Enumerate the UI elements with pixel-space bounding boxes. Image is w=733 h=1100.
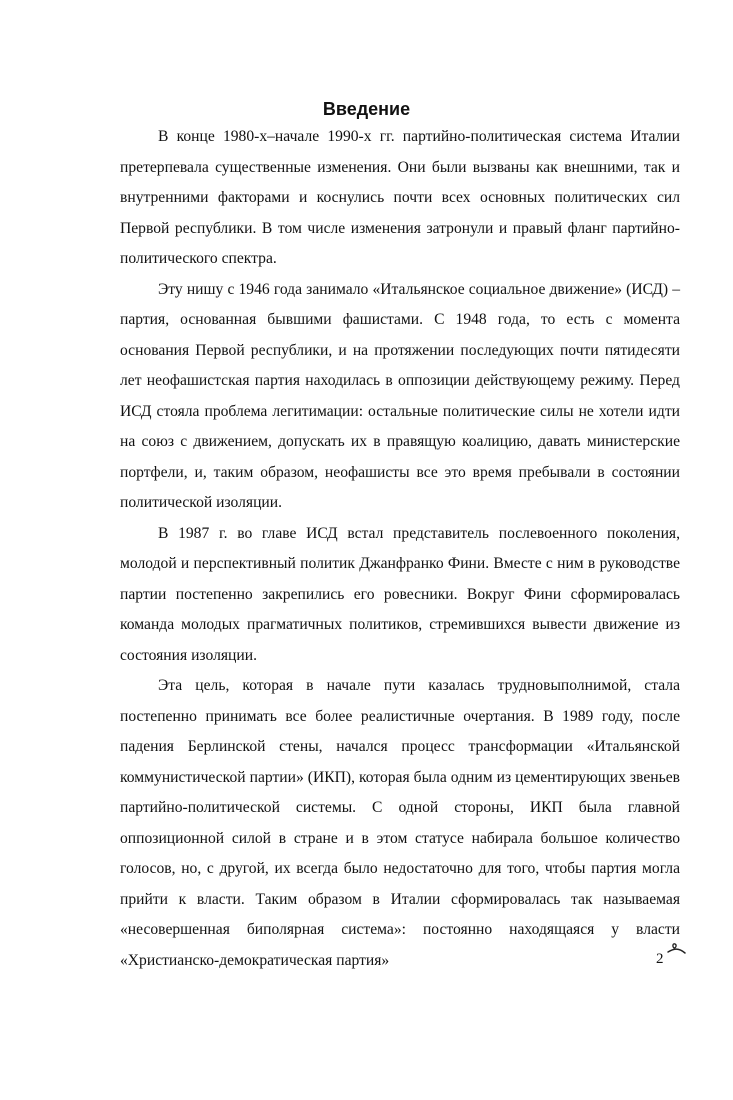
paragraph-2: Эту нишу с 1946 года занимало «Итальянское социальное движение» (ИСД) – партия, основанная бывшими фашистами. С 1948 года, то есть с момента основания Первой республики, и на протяжении последующих почти пятидесяти лет неофашистская партия находилась в оппозиции действующему режиму. Перед ИСД стояла проблема легитимации: остальные политические силы не хотели идти на союз с движением, допускать их в правящую коалицию, давать министерские портфели, и, таким образом, неофашисты все это время пребывали в состоянии политической изоляции. (120, 280, 680, 511)
paragraph-3: В 1987 г. во главе ИСД встал представитель послевоенного поколения, молодой и перспективный политик Джанфранко Фини. Вместе с ним в руководстве партии постепенно закрепились его ровесники. Вокруг Фини сформировалась команда молодых прагматичных политиков, стремившихся вывести движение из состояния изоляции. (120, 524, 680, 664)
page-number: 2 (656, 951, 664, 967)
document-body (120, 122, 680, 976)
handwritten-mark-icon (666, 941, 688, 959)
page-title: Введение (322, 99, 411, 120)
paragraph-4: Эта цель, которая в начале пути казалась трудновыполнимой, стала постепенно принимать все более реалистичные очертания. В 1989 году, после падения Берлинской стены, начался процесс трансформации «Итальянской коммунистической партии» (ИКП), которая была одним из цементирующих звеньев партийно-политической системы. С одной стороны, ИКП была главной оппозиционной силой в стране и в этом статусе набирала большое количество голосов, но, с другой, их всегда было недостаточно для того, чтобы партия могла прийти к власти. Таким образом в Италии сформировалась так называемая «несовершенная биполярная система»: постоянно находящаяся у власти «Христианско-демократическая партия» (120, 677, 680, 969)
paragraph-1: В конце 1980-х–начале 1990-х гг. партийно-политическая система Италии претерпевала существенные изменения. Они были вызваны как внешними, так и внутренними факторами и коснулись почти всех основных политических сил Первой республики. В том числе изменения затронули и правый фланг партийно-политического спектра. (120, 128, 680, 267)
